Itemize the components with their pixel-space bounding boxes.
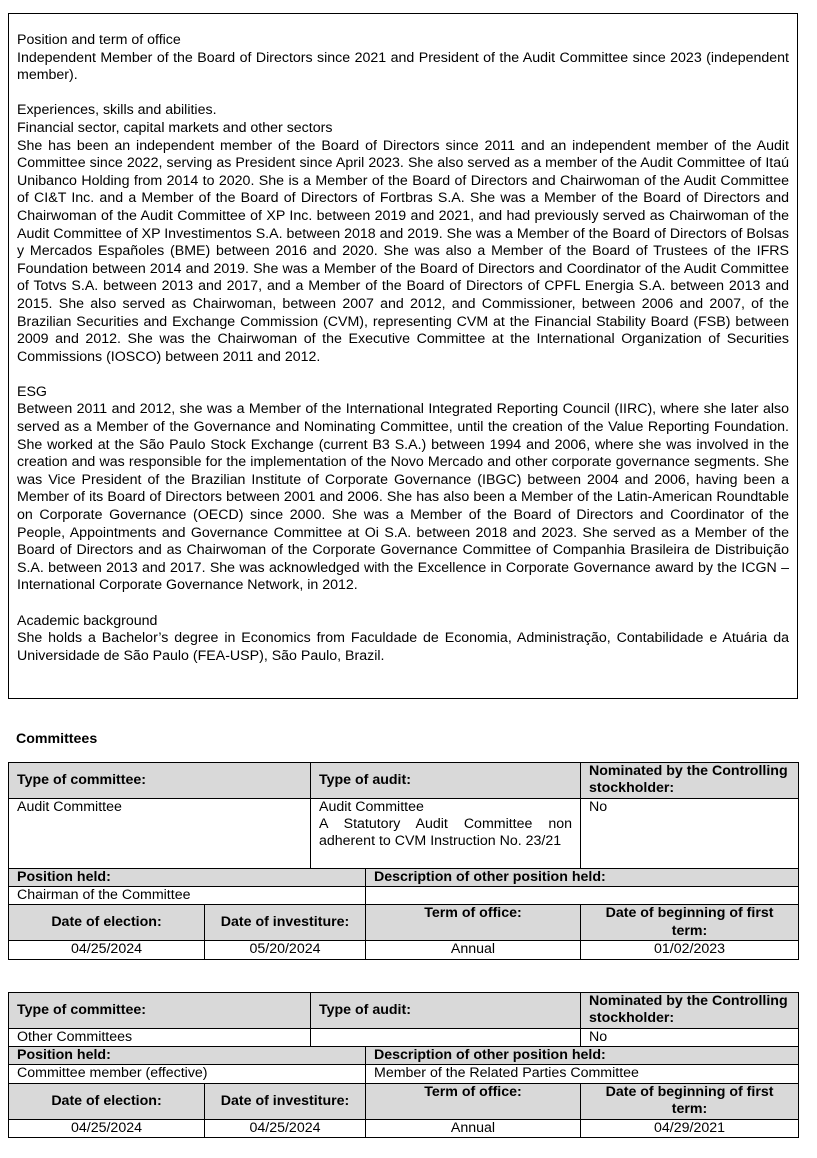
date-first-term-label: Date of beginning of first term: [581,1083,799,1119]
esg-text: Between 2011 and 2012, she was a Member of the International Integrated Reporting Council (IIRC), where she later also served as a Member of the Governance and Nominating Committee, until the creation of the Value Reporting Foundation. She worked at the São Paulo Stock Exchange (current B3 S.A.) between 1994 and 2006, where she was involved in the creation and was responsible for the implementation of the Novo Mercado and other corporate governance segments. She was Vice President of the Brazilian Institute of Corporate Governance (IBGC) between 2004 and 2006, having been a Member of its Board of Directors between 2001 and 2006. She has also been a Member of the Latin-American Roundtable on Corporate Governance (OECD) since 2000. She was a Member of the Board of Directors and Coordinator of the People, Appointments and Governance Committee at Oi S.A. between 2018 and 2023. She served as a Member of the Board of Directors and as Chairwoman of the Corporate Governance Committee of Companhia Brasileira de Distribuição S.A. between 2013 and 2017. She was acknowledged with the Excellence in Corporate Governance award by the ICGN – International Corporate Governance Network, in 2012. [17,401,789,594]
date-first-term-label: Date of beginning of first term: [581,905,799,941]
nominated-value: No [581,1029,799,1047]
position-held-value: Chairman of the Committee [9,887,366,905]
other-position-label: Description of other position held: [366,869,799,887]
date-of-election-value: 04/25/2024 [9,1119,205,1137]
nominated-label: Nominated by the Controlling stockholder: [581,993,799,1029]
academic-text: She holds a Bachelor’s degree in Economics from Faculdade de Economia, Administração, Contabilidade e Atuária da Universidade de São Paulo (FEA-USP), São Paulo, Brazil. [17,630,789,664]
committee-table-audit [8,762,799,960]
committees-title: Committees [16,731,98,747]
biography-box [8,13,798,699]
date-of-election-label: Date of election: [9,905,205,941]
type-of-committee-label: Type of committee: [9,993,311,1029]
type-of-committee-label: Type of committee: [9,763,311,799]
date-of-election-value: 04/25/2024 [9,941,205,959]
other-position-value: Member of the Related Parties Committee [366,1065,799,1083]
position-heading: Position and term of office [17,32,181,48]
other-position-label: Description of other position held: [366,1047,799,1065]
date-first-term-value: 01/02/2023 [581,941,799,959]
position-text: Independent Member of the Board of Directors since 2021 and President of the Audit Committee since 2023 (independent member). [17,49,789,84]
other-position-value [366,887,799,905]
date-of-investiture-value: 04/25/2024 [205,1119,366,1137]
type-of-audit-value: Audit Committee A Statutory Audit Committee non adherent to CVM Instruction No. 23/21 [311,799,581,869]
experience-heading: Experiences, skills and abilities. [17,102,217,119]
type-of-audit-label: Type of audit: [311,763,581,799]
academic-heading: Academic background [17,612,158,629]
type-of-committee-value: Other Committees [9,1029,311,1047]
date-of-investiture-label: Date of investiture: [205,1083,366,1119]
position-held-label: Position held: [9,1047,366,1065]
date-of-election-label: Date of election: [9,1083,205,1119]
type-of-audit-value [311,1029,581,1047]
position-held-label: Position held: [9,869,366,887]
committee-table-other [8,992,799,1138]
type-of-audit-label: Type of audit: [311,993,581,1029]
type-of-committee-value: Audit Committee [9,799,311,869]
term-of-office-value: Annual [366,941,581,959]
date-first-term-value: 04/29/2021 [581,1119,799,1137]
term-of-office-label: Term of office: [366,1083,581,1119]
term-of-office-value: Annual [366,1119,581,1137]
date-of-investiture-value: 05/20/2024 [205,941,366,959]
financial-text: She has been an independent member of the Board of Directors since 2011 and an independent member of the Audit Committee since 2022, serving as President since April 2023. She also served as a member of the Audit Committee of Itaú Unibanco Holding from 2014 to 2020. She is a Member of the Board of Directors and Chairwoman of the Audit Committee of CI&T Inc. and a Member of the Board of Directors of Fortbras S.A. She was a Member of the Board of Directors and Chairwoman of the Audit Committee of XP Inc. between 2019 and 2021, and had previously served as Chairwoman of the Audit Committee of XP Investimentos S.A. between 2018 and 2019. She was a Member of the Board of Directors of Bolsas y Mercados Españoles (BME) between 2016 and 2020. She was also a Member of the Board of Trustees of the IFRS Foundation between 2014 and 2019. She was a Member of the Board of Directors and Coordinator of the Audit Committee of Totvs S.A. between 2013 and 2017, and a Member of the Board of Directors of CPFL Energia S.A. between 2013 and 2015. She also served as Chairwoman, between 2007 and 2012, and Commissioner, between 2006 and 2007, of the Brazilian Securities and Exchange Commission (CVM), representing CVM at the Financial Stability Board (FSB) between 2009 and 2012. She was the Chairwoman of the Executive Committee at the International Organization of Securities Commissions (IOSCO) between 2011 and 2012. [17,137,789,365]
nominated-value: No [581,799,799,869]
position-held-value: Committee member (effective) [9,1065,366,1083]
term-of-office-label: Term of office: [366,905,581,941]
date-of-investiture-label: Date of investiture: [205,905,366,941]
esg-heading: ESG [17,383,47,400]
nominated-label: Nominated by the Controlling stockholder: [581,763,799,799]
financial-heading: Financial sector, capital markets and other sectors [17,119,333,136]
